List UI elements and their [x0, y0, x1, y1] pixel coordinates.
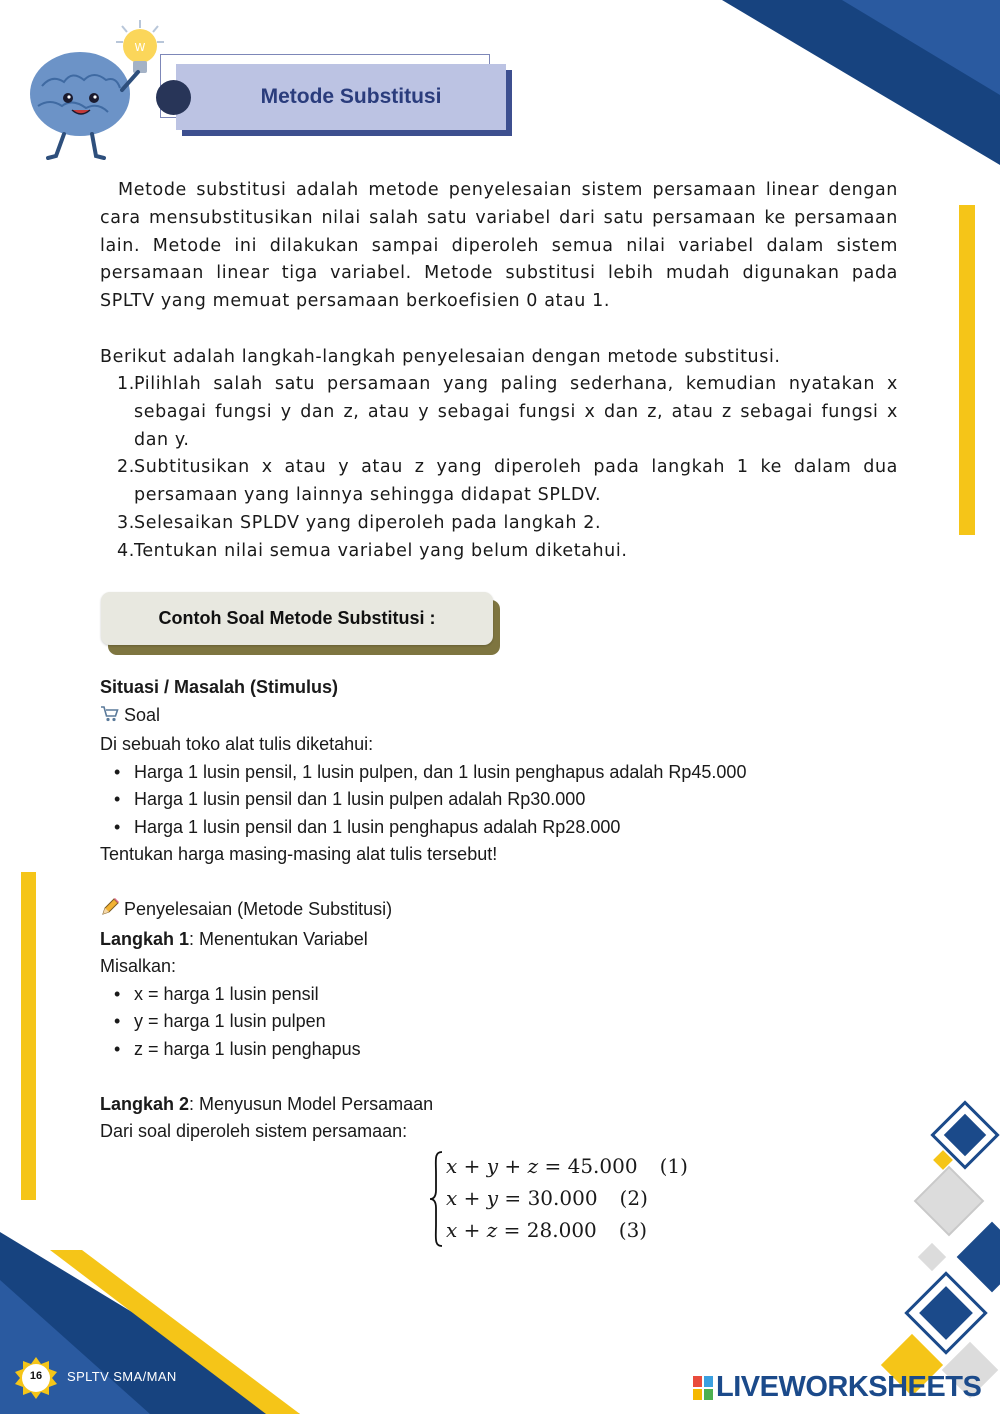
list-item: • y = harga 1 lusin pulpen	[100, 1008, 900, 1036]
equation-1: x + y + z = 45.000 (1)	[446, 1154, 688, 1178]
list-item: • z = harga 1 lusin penghapus	[100, 1036, 900, 1064]
page-title: Metode Substitusi	[260, 85, 442, 108]
watermark-text: LIVEWORKSHEETS	[716, 1371, 982, 1403]
problem-intro: Di sebuah toko alat tulis diketahui:	[100, 734, 374, 754]
solution-label-row	[100, 896, 900, 926]
steps-list	[100, 371, 898, 566]
step1-bold: Langkah 1	[100, 928, 190, 949]
diamond-pattern	[881, 1102, 1000, 1398]
list-item: • Harga 1 lusin pensil dan 1 lusin penghapus adalah Rp28.000	[100, 814, 900, 842]
right-yellow-bar	[959, 205, 975, 535]
problem-label: Soal	[124, 704, 161, 725]
solution-label: Penyelesaian (Metode Substitusi)	[124, 899, 393, 919]
brain-mascot-icon	[22, 14, 172, 164]
liveworksheets-logo-icon	[693, 1376, 713, 1400]
equation-2: x + y = 30.000 (2)	[446, 1186, 648, 1210]
list-item: • x = harga 1 lusin pensil	[100, 981, 900, 1009]
equation-rows	[446, 1150, 688, 1246]
equation-3: x + z = 28.000 (3)	[446, 1218, 648, 1242]
header-title-box	[176, 64, 506, 130]
pencil-icon	[100, 897, 120, 926]
left-yellow-bar	[21, 872, 36, 1200]
svg-text:W: W	[134, 41, 146, 54]
step-item: 1. Pilihlah salah satu persamaan yang paling sederhana, kemudian nyatakan x sebagai fungsi y dan z, atau y sebagai fungsi x dan z, atau z sebagai fungsi x dan y.	[117, 374, 898, 450]
step1-row	[100, 926, 900, 954]
step-item: 3. Selesaikan SPLDV yang diperoleh pada langkah 2.	[117, 512, 602, 533]
step2-text: : Menyusun Model Persamaan	[189, 1093, 434, 1114]
example-title-box	[101, 592, 493, 645]
let-label: Misalkan:	[100, 956, 177, 976]
curly-brace	[428, 1150, 444, 1248]
system-intro: Dari soal diperoleh sistem persamaan:	[100, 1121, 408, 1141]
situation-heading: Situasi / Masalah (Stimulus)	[100, 677, 339, 697]
step-item: 2. Subtitusikan x atau y atau z yang diperoleh pada langkah 1 ke dalam dua persamaan yang lainnya sehingga didapat SPLDV.	[117, 457, 898, 506]
footer-label: SPLTV SMA/MAN	[67, 1369, 177, 1384]
steps-intro: Berikut adalah langkah-langkah penyelesaian dengan metode substitusi.	[100, 347, 781, 367]
list-item: • Harga 1 lusin pensil, 1 lusin pulpen, dan 1 lusin penghapus adalah Rp45.000	[100, 759, 900, 787]
header-dot-icon	[156, 80, 191, 115]
example-title: Contoh Soal Metode Substitusi :	[158, 608, 436, 628]
step1-text: : Menentukan Variabel	[189, 928, 368, 949]
list-item: • Harga 1 lusin pensil dan 1 lusin pulpen adalah Rp30.000	[100, 786, 900, 814]
step-item: 4. Tentukan nilai semua variabel yang belum diketahui.	[117, 540, 628, 561]
page-number: 16	[29, 1370, 43, 1382]
cart-icon	[100, 704, 120, 732]
step2-row	[100, 1091, 900, 1119]
example-content	[100, 674, 900, 1146]
question-text: Tentukan harga masing-masing alat tulis tersebut!	[100, 844, 498, 864]
step2-bold: Langkah 2	[100, 1093, 190, 1114]
problem-label-row	[100, 702, 900, 732]
intro-paragraph: Metode substitusi adalah metode penyelesaian sistem persamaan linear dengan cara mensubstitusikan nilai salah satu variabel dari satu persamaan ke persamaan lain. Metode ini dilakukan sampai diperoleh semua nilai variabel dalam sistem persamaan linear tiga variabel. Metode substitusi lebih mudah digunakan pada SPLTV yang memuat persamaan berkoefisien 0 atau 1.	[100, 180, 898, 312]
